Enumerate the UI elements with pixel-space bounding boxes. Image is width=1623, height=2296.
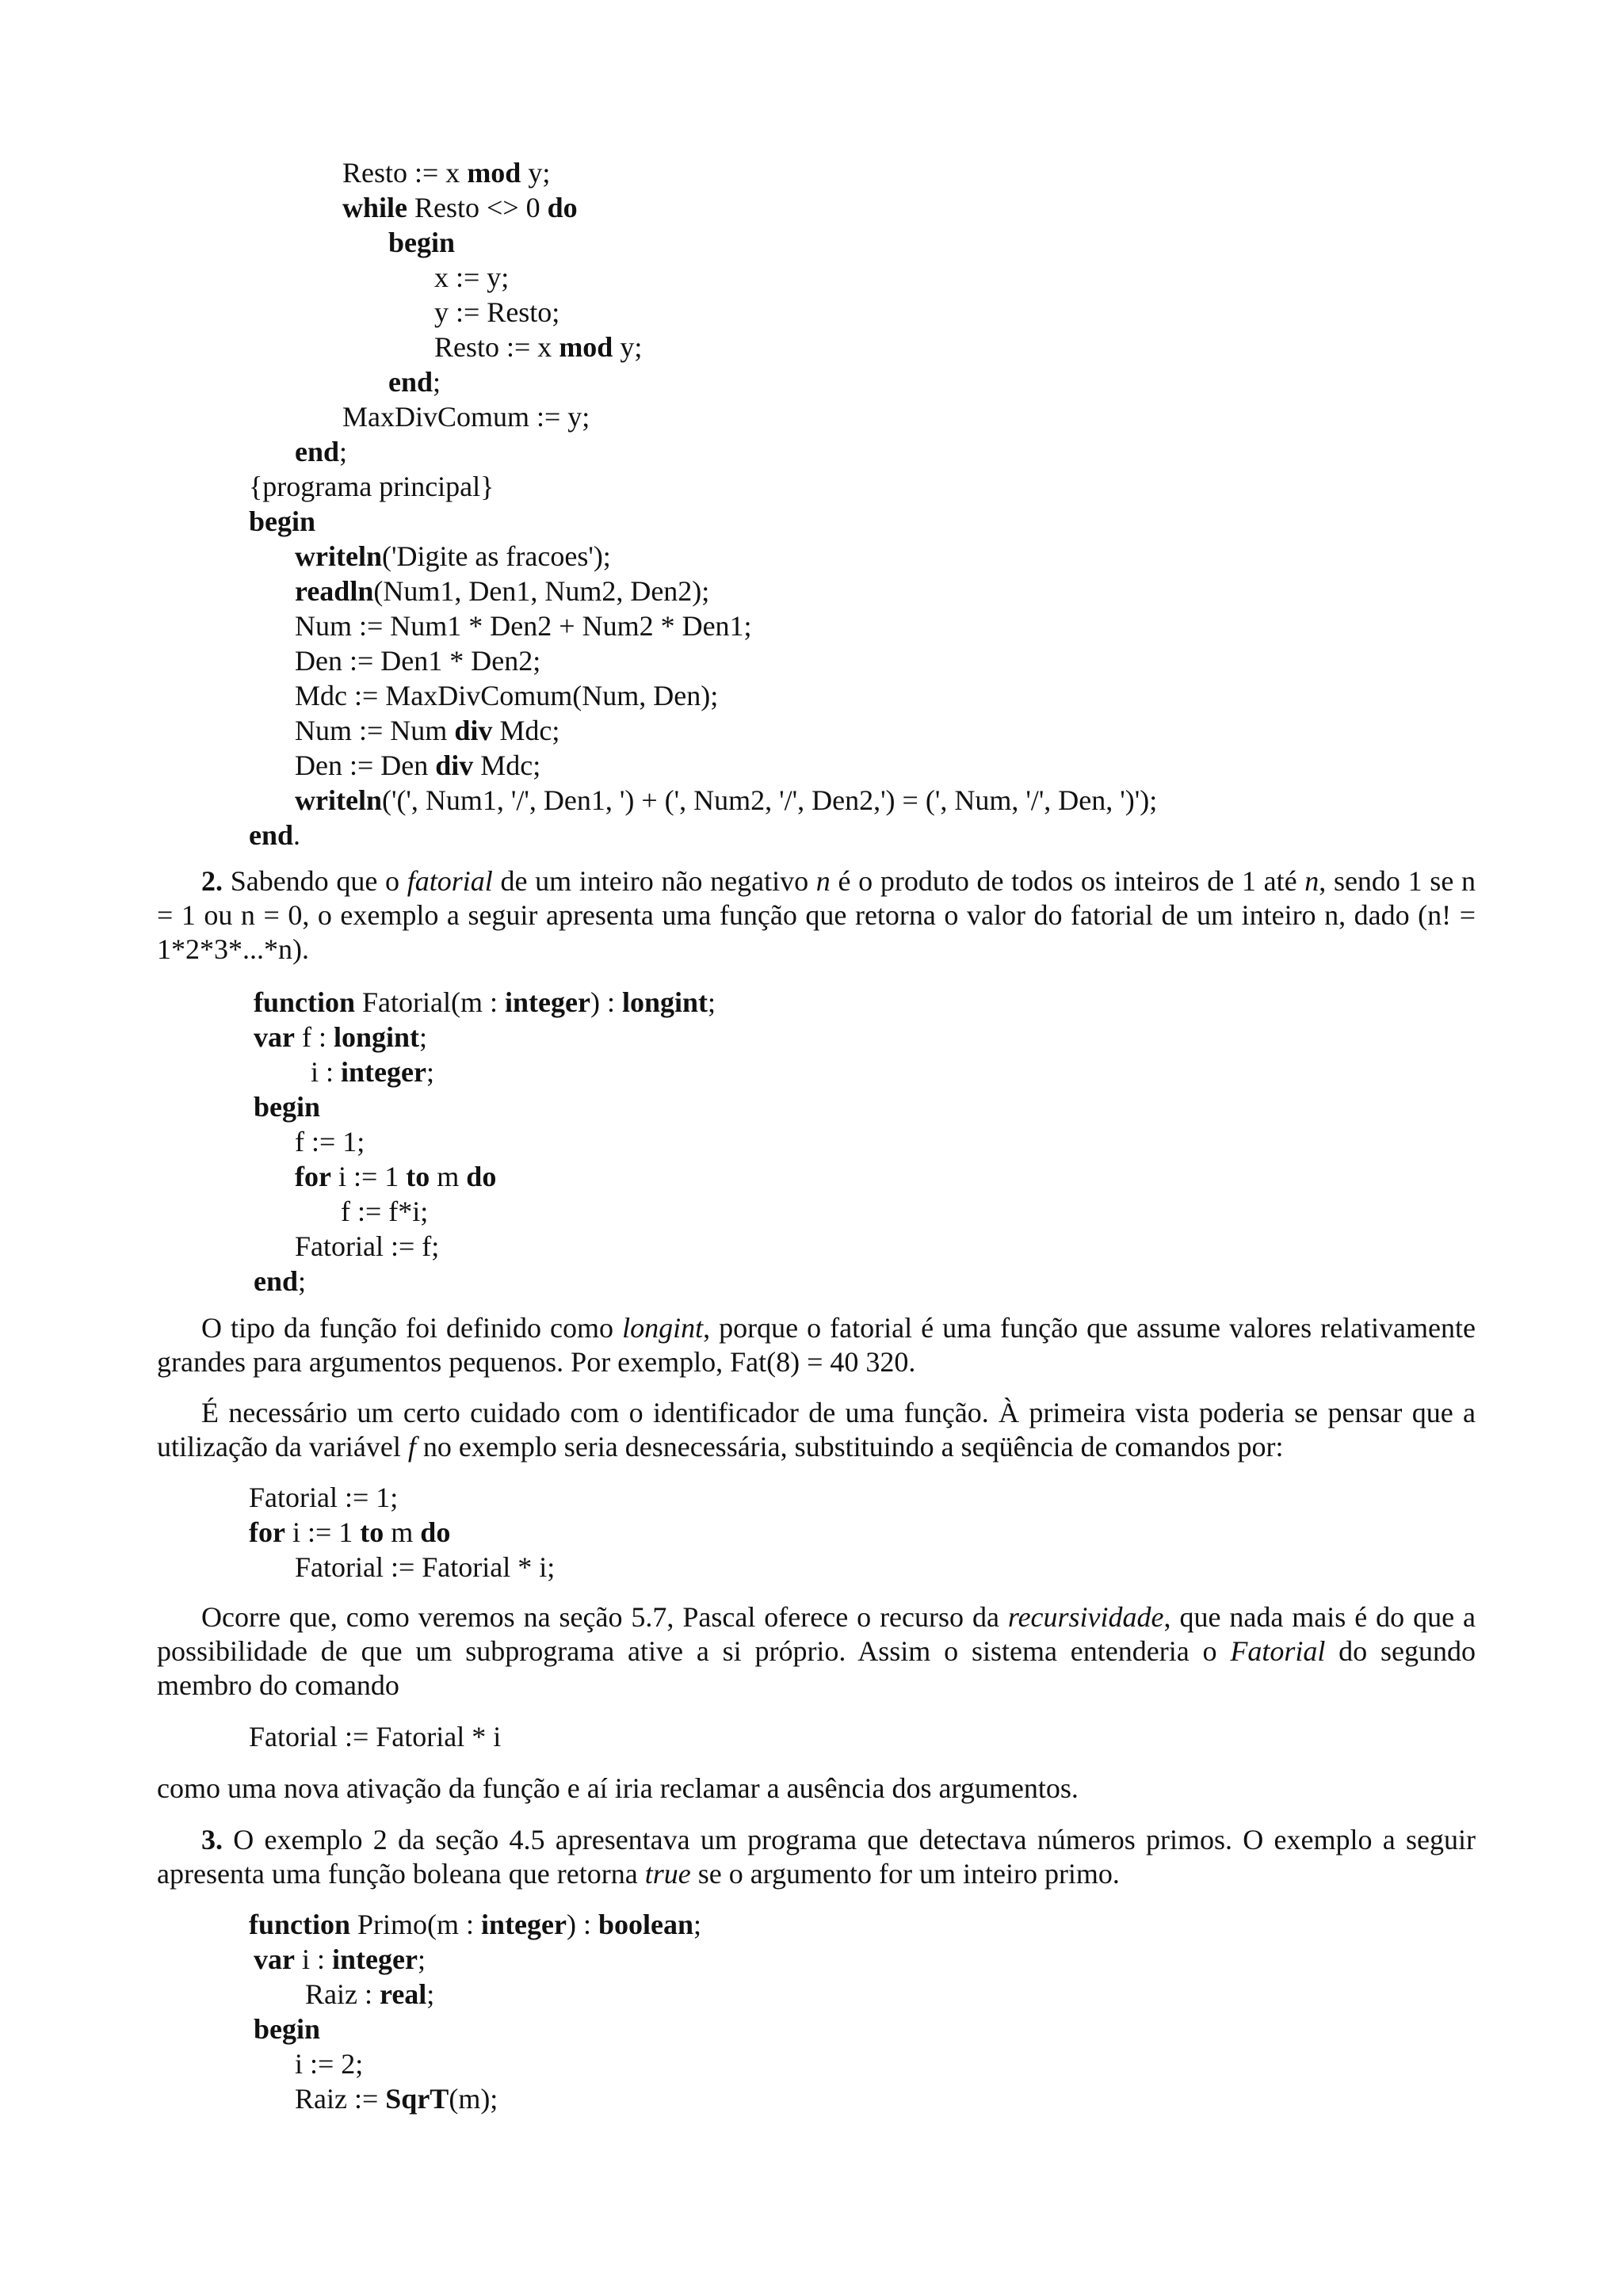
text-run: Den := Den (295, 749, 436, 781)
code-line (249, 504, 315, 539)
keyword: div (435, 749, 474, 781)
text-run: Fatorial(m : (355, 986, 505, 1018)
keyword: to (406, 1161, 430, 1192)
code-line (311, 1055, 434, 1089)
text-run: é o produto de todos os inteiros de 1 até (830, 865, 1305, 897)
emphasis: longint (622, 1312, 704, 1344)
keyword: 3. (201, 1824, 223, 1855)
text-run: Resto := x (434, 331, 559, 363)
code-line (295, 783, 1157, 818)
text-run: y; (521, 157, 551, 189)
code-line (295, 539, 611, 574)
keyword: writeln (295, 784, 382, 816)
text-run: ('(', Num1, '/', Den1, ') + (', Num2, '/', Den2,') = (', Num, '/', Den, ')'); (381, 784, 1158, 816)
text-run: , porque o fatorial é uma função que assume valores relativamente grandes para argumentos pequenos. Por exemplo, Fat(8) = 40 320. (157, 1312, 1476, 1378)
text-run: m (430, 1161, 467, 1192)
code-line (434, 260, 509, 295)
text-run: Raiz := (295, 2083, 386, 2115)
text-run: (Num1, Den1, Num2, Den2); (373, 575, 710, 607)
keyword: readln (295, 575, 374, 607)
code-line (295, 1550, 555, 1585)
keyword: integer (481, 1909, 567, 1940)
code-line (342, 155, 550, 190)
keyword: div (454, 715, 493, 746)
keyword: mod (467, 157, 521, 189)
emphasis: fatorial (407, 865, 493, 897)
text-run: Mdc; (492, 715, 560, 746)
emphasis: Fatorial (1230, 1635, 1326, 1667)
keyword: for (249, 1516, 285, 1548)
keyword: begin (249, 505, 316, 537)
text-run: ; (693, 1909, 702, 1940)
text-run: . (293, 819, 301, 851)
emphasis: n (815, 865, 831, 897)
keyword: var (254, 1943, 295, 1975)
code-line (249, 1719, 501, 1754)
text-run: Fatorial := 1; (249, 1482, 399, 1513)
keyword: integer (505, 986, 590, 1018)
code-line (254, 1020, 427, 1055)
emphasis: true (644, 1858, 691, 1890)
text-run: x := y; (434, 261, 510, 293)
text-run: {programa principal} (249, 471, 495, 502)
text-run: i := 2; (295, 2048, 364, 2080)
keyword: var (254, 1021, 295, 1053)
code-line (295, 2046, 363, 2081)
code-line (305, 1977, 434, 2012)
text-run: Ocorre que, como veremos na seção 5.7, Pascal oferece o recurso da (201, 1601, 1008, 1633)
paragraph-para-exemplo-3 (157, 1823, 1476, 1891)
code-line (295, 1159, 496, 1194)
code-line (249, 469, 494, 504)
code-line (254, 985, 716, 1020)
text-run: f : (294, 1021, 334, 1053)
code-line (341, 1194, 428, 1229)
code-line (295, 434, 347, 469)
code-line (295, 608, 752, 643)
text-run: , que nada mais é do que a possibilidade de que um subprograma ative a si próprio. Assim o sistema entenderia o (157, 1601, 1476, 1667)
keyword: SqrT (385, 2083, 449, 2115)
text-run: Resto <> 0 (407, 192, 548, 223)
emphasis: f (407, 1431, 416, 1463)
text-run: ; (419, 1021, 428, 1053)
keyword: for (295, 1161, 331, 1192)
paragraph-para-recursividade (157, 1600, 1476, 1703)
text-run: Den := Den1 * Den2; (295, 645, 541, 677)
code-line (249, 818, 300, 852)
text-run: Sabendo que o (223, 865, 407, 897)
text-run: ; (298, 1265, 307, 1297)
code-line (295, 574, 709, 608)
keyword: writeln (295, 540, 382, 572)
emphasis: n (1304, 865, 1319, 897)
text-run: MaxDivComum := y; (342, 401, 590, 433)
code-line (249, 1480, 398, 1515)
keyword: do (420, 1516, 451, 1548)
text-run: de um inteiro não negativo (492, 865, 816, 897)
code-line (254, 1089, 320, 1124)
text-run: ; (339, 436, 348, 467)
text-run: m (384, 1516, 421, 1548)
text-run: Mdc; (473, 749, 541, 781)
code-line (254, 2012, 320, 2046)
keyword: to (360, 1516, 384, 1548)
text-run: Fatorial := Fatorial * i (249, 1721, 502, 1753)
text-run: É necessário um certo cuidado com o identificador de uma função. À primeira vista poderia se pensar que a utilização da variável (157, 1397, 1476, 1463)
text-run: f := f*i; (341, 1196, 429, 1227)
code-line (249, 1907, 701, 1942)
text-run: Raiz : (305, 1978, 380, 2010)
keyword: end (254, 1265, 299, 1297)
text-run: se o argumento for um inteiro primo. (690, 1858, 1120, 1890)
keyword: end (295, 436, 340, 467)
text-run: , sendo 1 se n = 1 ou n = 0, o exemplo a seguir apresenta uma função que retorna o valor do fatorial de um inteiro n, dado (n! = 1*2*3*...*n). (157, 865, 1476, 965)
text-run: i := 1 (330, 1161, 407, 1192)
text-run: O exemplo 2 da seção 4.5 apresentava um programa que detectava números primos. O exemplo a seguir apresenta uma função boleana que retorna (157, 1824, 1476, 1890)
paragraph-para-identificador (157, 1396, 1476, 1464)
text-run: i := 1 (285, 1516, 361, 1548)
keyword: boolean (598, 1909, 694, 1940)
code-line (295, 1124, 365, 1159)
text-run: ; (426, 1978, 435, 2010)
keyword: do (466, 1161, 497, 1192)
keyword: function (254, 986, 356, 1018)
code-line (249, 1515, 450, 1550)
text-run: Mdc := MaxDivComum(Num, Den); (295, 680, 719, 711)
text-run: Fatorial := Fatorial * i; (295, 1551, 556, 1583)
code-line (342, 399, 590, 434)
code-line (295, 678, 718, 713)
code-line (342, 190, 578, 225)
text-run: i : (311, 1056, 342, 1088)
keyword: begin (388, 227, 456, 258)
text-run: ; (433, 366, 441, 398)
code-line (295, 643, 540, 678)
text-run: no exemplo seria desnecessária, substituindo a seqüência de comandos por: (415, 1431, 1284, 1463)
keyword: end (249, 819, 294, 851)
paragraph-para-exemplo-2 (157, 864, 1476, 967)
keyword: integer (341, 1056, 426, 1088)
code-line (254, 1264, 306, 1299)
emphasis: recursividade (1007, 1601, 1164, 1633)
code-line (295, 1229, 439, 1264)
keyword: begin (254, 2013, 321, 2045)
text-run: (m); (449, 2083, 498, 2115)
code-line (434, 295, 559, 330)
text-run: Num := Num1 * Den2 + Num2 * Den1; (295, 610, 752, 642)
code-line (434, 330, 642, 364)
text-run: y := Resto; (434, 296, 560, 328)
text-run: Num := Num (295, 715, 455, 746)
code-line (295, 748, 540, 783)
text-run: Primo(m : (350, 1909, 482, 1940)
code-line (295, 2081, 498, 2116)
keyword: longint (333, 1021, 420, 1053)
keyword: while (342, 192, 408, 223)
keyword: integer (332, 1943, 418, 1975)
keyword: longint (621, 986, 708, 1018)
text-run: ; (426, 1056, 434, 1088)
text-run: do segundo membro do comando (157, 1635, 1476, 1701)
text-run: ; (417, 1943, 426, 1975)
keyword: 2. (201, 865, 223, 897)
code-line (388, 364, 441, 399)
paragraph-para-tipo-longint (157, 1311, 1476, 1379)
text-run: y; (613, 331, 643, 363)
text-run: f := 1; (295, 1126, 365, 1158)
keyword: function (249, 1909, 351, 1940)
text-run: i : (294, 1943, 332, 1975)
code-line (295, 713, 559, 748)
keyword: real (379, 1978, 427, 2010)
text-run: ) : (567, 1909, 598, 1940)
code-line (254, 1942, 426, 1977)
keyword: do (547, 192, 578, 223)
text-run: ) : (590, 986, 622, 1018)
keyword: end (388, 366, 433, 398)
text-run: ('Digite as fracoes'); (381, 540, 611, 572)
text-run: Fatorial := f; (295, 1230, 440, 1262)
paragraph-para-nova-ativacao (157, 1772, 1476, 1806)
text-run: ; (708, 986, 716, 1018)
text-run: como uma nova ativação da função e aí iria reclamar a ausência dos argumentos. (157, 1772, 1079, 1804)
text-run: Resto := x (342, 157, 468, 189)
text-run: O tipo da função foi definido como (201, 1312, 623, 1344)
code-line (388, 225, 455, 260)
keyword: begin (254, 1091, 321, 1123)
keyword: mod (559, 331, 613, 363)
